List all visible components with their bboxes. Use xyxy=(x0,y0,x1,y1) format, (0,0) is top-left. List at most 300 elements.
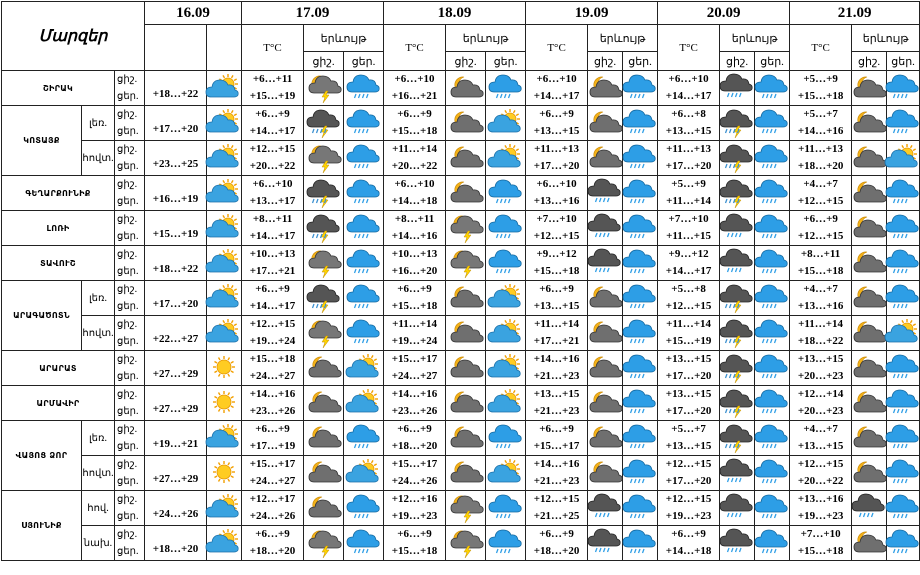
icon-cell xyxy=(207,246,242,281)
night-icon-cell xyxy=(720,211,755,246)
sun-icon xyxy=(208,354,240,382)
rain-cloud-icon xyxy=(624,319,656,347)
day-icon-cell xyxy=(887,246,920,281)
rain-cloud-icon xyxy=(624,389,656,417)
temp-16: +22…+27 xyxy=(145,316,207,351)
day-temp: +16…+21 xyxy=(391,90,438,102)
temp-range xyxy=(658,141,720,176)
temp-range xyxy=(242,141,304,176)
region-name: ԿՈՏԱՅՔ xyxy=(2,106,82,176)
temp-range xyxy=(242,456,304,491)
night-temp: +6…+9 xyxy=(397,423,432,435)
day-temp: +17…+20 xyxy=(533,160,580,172)
day-icon-cell xyxy=(887,386,920,421)
temp-16: +17…+20 xyxy=(145,281,207,316)
thunderstorm-icon xyxy=(308,214,340,242)
rain-cloud-icon xyxy=(756,144,788,172)
night-icon-cell xyxy=(852,316,887,351)
rain-cloud-icon xyxy=(756,529,788,557)
rain-cloud-icon xyxy=(490,179,522,207)
night-icon-cell xyxy=(446,421,486,456)
icon-cell xyxy=(207,211,242,246)
day-temp: +15…+18 xyxy=(797,545,844,557)
day-abbr: ցիշ. xyxy=(117,179,138,190)
partly-cloudy-icon xyxy=(208,74,240,102)
night-temp: +6…+10 xyxy=(668,73,709,85)
night-icon-cell xyxy=(720,421,755,456)
night-temp: +11…+14 xyxy=(392,143,438,155)
partly-cloudy-icon xyxy=(490,144,522,172)
day-temp: +15…+18 xyxy=(797,90,844,102)
moon-cloud-icon xyxy=(853,74,885,102)
partly-cloudy-icon xyxy=(208,529,240,557)
day-night-label xyxy=(115,491,145,526)
day-icon-cell xyxy=(344,71,384,106)
day-icon-cell xyxy=(486,71,526,106)
night-abbr: ցեր. xyxy=(117,126,139,137)
night-icon-cell xyxy=(720,106,755,141)
night-icon-cell xyxy=(720,176,755,211)
day-temp: +17…+20 xyxy=(665,370,712,382)
partly-cloudy-icon xyxy=(208,109,240,137)
temp-16: +27…+29 xyxy=(145,351,207,386)
temp-header xyxy=(790,25,852,71)
day-night-label xyxy=(115,421,145,456)
day-temp: +13…+15 xyxy=(665,440,712,452)
night-icon-cell xyxy=(852,526,887,561)
regions-header: Մարզեր xyxy=(2,2,145,71)
night-icon-cell xyxy=(304,106,344,141)
rain-cloud-icon xyxy=(756,424,788,452)
night-icon-cell xyxy=(720,71,755,106)
dark-rain-icon xyxy=(589,214,621,242)
day-temp: +13…+15 xyxy=(533,300,580,312)
night-icon-cell xyxy=(446,316,486,351)
day-temp: +19…+23 xyxy=(391,510,438,522)
day-icon-cell xyxy=(887,421,920,456)
day-abbr: ցիշ. xyxy=(117,459,138,470)
night-icon-cell xyxy=(304,71,344,106)
moon-cloud-icon xyxy=(853,109,885,137)
rain-cloud-icon xyxy=(887,354,919,382)
night-col-label: ցեր. xyxy=(486,52,526,71)
moon-cloud-icon xyxy=(853,459,885,487)
thunderstorm-icon xyxy=(721,319,753,347)
night-temp: +11…+13 xyxy=(666,143,712,155)
rain-cloud-icon xyxy=(624,494,656,522)
night-icon-cell xyxy=(304,491,344,526)
night-temp: +13…+15 xyxy=(665,388,712,400)
temp-range xyxy=(526,211,588,246)
night-icon-cell xyxy=(446,456,486,491)
rain-cloud-icon xyxy=(348,214,380,242)
night-icon-cell xyxy=(588,421,623,456)
night-temp: +11…+14 xyxy=(798,318,844,330)
night-icon-cell xyxy=(304,316,344,351)
night-icon-cell xyxy=(588,316,623,351)
night-icon-cell xyxy=(446,71,486,106)
night-icon-cell xyxy=(446,246,486,281)
rain-cloud-icon xyxy=(624,249,656,277)
temp-range xyxy=(242,106,304,141)
temp-range xyxy=(384,211,446,246)
night-temp: +12…+15 xyxy=(249,143,296,155)
rain-cloud-icon xyxy=(756,214,788,242)
region-name: ՍՅՈՒՆԻՔ xyxy=(2,491,82,561)
temp-range xyxy=(242,351,304,386)
partly-cloudy-icon xyxy=(348,459,380,487)
rain-cloud-icon xyxy=(624,144,656,172)
rain-cloud-icon xyxy=(348,319,380,347)
phenomena-header: երևույթ xyxy=(588,25,658,52)
rain-cloud-icon xyxy=(756,179,788,207)
night-abbr: ցեր. xyxy=(117,511,139,522)
day-temp: +13…+15 xyxy=(665,125,712,137)
night-abbr: ցեր. xyxy=(117,301,139,312)
moon-cloud-icon xyxy=(589,319,621,347)
night-abbr: ցեր. xyxy=(117,266,139,277)
rain-cloud-icon xyxy=(490,249,522,277)
night-icon-cell xyxy=(588,141,623,176)
day-icon-cell xyxy=(486,351,526,386)
partly-cloudy-icon xyxy=(208,144,240,172)
subregion-label: հովտ. xyxy=(82,141,115,176)
temp-range xyxy=(242,71,304,106)
day-icon-cell xyxy=(755,246,790,281)
night-abbr: ցեր. xyxy=(117,406,139,417)
night-abbr: ցեր. xyxy=(117,91,139,102)
day-temp: +14…+17 xyxy=(249,230,296,242)
day-temp: +15…+19 xyxy=(249,90,296,102)
night-icon-cell xyxy=(588,281,623,316)
day-night-label xyxy=(115,71,145,106)
icon-cell xyxy=(207,526,242,561)
day-temp: +18…+22 xyxy=(797,335,844,347)
rain-cloud-icon xyxy=(756,109,788,137)
moon-cloud-icon xyxy=(853,179,885,207)
thunderstorm-icon xyxy=(308,109,340,137)
temp-label: T°C xyxy=(547,41,566,54)
icon-cell xyxy=(207,421,242,456)
temp-range xyxy=(242,316,304,351)
night-temp: +13…+15 xyxy=(797,353,844,365)
night-temp: +5…+7 xyxy=(671,423,706,435)
dark-rain-icon xyxy=(589,179,621,207)
icon-cell xyxy=(207,71,242,106)
day-icon-cell xyxy=(623,386,658,421)
day-temp: +24…+26 xyxy=(249,510,296,522)
day-temp: +21…+23 xyxy=(533,405,580,417)
thunderstorm-icon xyxy=(721,389,753,417)
day-icon-cell xyxy=(344,246,384,281)
temp-range xyxy=(790,351,852,386)
night-icon-cell xyxy=(720,351,755,386)
moon-cloud-icon xyxy=(308,424,340,452)
sun-icon xyxy=(208,459,240,487)
partly-cloudy-icon xyxy=(208,249,240,277)
icon-cell xyxy=(207,106,242,141)
day-temp: +21…+25 xyxy=(533,510,580,522)
night-temp: +5…+7 xyxy=(803,108,838,120)
temp-range xyxy=(526,526,588,561)
day-temp: +13…+15 xyxy=(533,125,580,137)
temp-range xyxy=(526,176,588,211)
night-temp: +6…+10 xyxy=(394,178,435,190)
night-icon-cell xyxy=(852,421,887,456)
date-18: 18.09 xyxy=(384,2,526,25)
moon-thunder-icon xyxy=(308,249,340,277)
night-icon-cell xyxy=(852,246,887,281)
partly-cloudy-icon xyxy=(208,284,240,312)
partly-cloudy-icon xyxy=(208,179,240,207)
day-temp: +12…+15 xyxy=(797,195,844,207)
night-col-label: ցեր. xyxy=(623,52,658,71)
thunderstorm-icon xyxy=(721,144,753,172)
temp-range xyxy=(384,456,446,491)
temp-16: +18…+22 xyxy=(145,246,207,281)
rain-cloud-icon xyxy=(348,284,380,312)
temp-range xyxy=(526,106,588,141)
day-temp: +14…+18 xyxy=(665,545,712,557)
day-abbr: ցիշ. xyxy=(117,249,138,260)
day-icon-cell xyxy=(486,141,526,176)
night-temp: +6…+9 xyxy=(255,528,290,540)
night-temp: +6…+9 xyxy=(397,283,432,295)
day-icon-cell xyxy=(344,351,384,386)
region-name: ԱՐԱԳԱԾՈՏՆ xyxy=(2,281,82,351)
night-temp: +4…+7 xyxy=(803,283,838,295)
moon-cloud-icon xyxy=(450,144,482,172)
day-abbr: ցիշ. xyxy=(117,389,138,400)
night-icon-cell xyxy=(588,491,623,526)
night-icon-cell xyxy=(304,281,344,316)
day-night-label xyxy=(115,526,145,561)
region-name: ՎԱՅՈՑ ՁՈՐ xyxy=(2,421,82,491)
day-temp: +18…+20 xyxy=(391,440,438,452)
night-abbr: ցեր. xyxy=(117,196,139,207)
night-icon-cell xyxy=(446,386,486,421)
temp-range xyxy=(526,316,588,351)
day-icon-cell xyxy=(887,71,920,106)
day-abbr: ցիշ. xyxy=(117,494,138,505)
day-night-label xyxy=(115,246,145,281)
day-night-label xyxy=(115,316,145,351)
date-19: 19.09 xyxy=(526,2,658,25)
night-temp: +6…+9 xyxy=(671,528,706,540)
day-temp: +19…+23 xyxy=(797,510,844,522)
night-icon-cell xyxy=(588,526,623,561)
night-col-label: ցեր. xyxy=(344,52,384,71)
day-icon-cell xyxy=(486,526,526,561)
temp-16: +18…+22 xyxy=(145,71,207,106)
night-temp: +11…+14 xyxy=(534,318,580,330)
day-icon-cell xyxy=(755,456,790,491)
moon-cloud-icon xyxy=(450,74,482,102)
temp-range xyxy=(790,211,852,246)
day-temp: +20…+22 xyxy=(797,475,844,487)
day-icon-cell xyxy=(623,176,658,211)
temp-range xyxy=(790,71,852,106)
temp-range xyxy=(384,106,446,141)
temp-range xyxy=(242,491,304,526)
day-icon-cell xyxy=(887,281,920,316)
day-temp: +11…+14 xyxy=(666,195,712,207)
temp-range xyxy=(790,421,852,456)
day-temp: +15…+18 xyxy=(533,265,580,277)
night-icon-cell xyxy=(304,211,344,246)
night-temp: +14…+16 xyxy=(391,388,438,400)
day-icon-cell xyxy=(623,526,658,561)
night-abbr: ցեր. xyxy=(117,161,139,172)
day-icon-cell xyxy=(486,281,526,316)
day-temp: +14…+17 xyxy=(533,90,580,102)
thunderstorm-icon xyxy=(721,354,753,382)
night-icon-cell xyxy=(852,141,887,176)
region-row xyxy=(2,351,920,386)
moon-cloud-icon xyxy=(589,424,621,452)
region-row xyxy=(2,246,920,281)
moon-cloud-icon xyxy=(589,354,621,382)
moon-cloud-icon xyxy=(853,249,885,277)
night-temp: +13…+15 xyxy=(665,353,712,365)
night-temp: +6…+9 xyxy=(397,528,432,540)
temp-range xyxy=(384,281,446,316)
temp-16: +23…+25 xyxy=(145,141,207,176)
moon-cloud-icon xyxy=(589,284,621,312)
day-icon-cell xyxy=(344,316,384,351)
day-temp: +18…+20 xyxy=(533,545,580,557)
moon-cloud-icon xyxy=(853,354,885,382)
rain-cloud-icon xyxy=(348,424,380,452)
day-abbr: ցիշ. xyxy=(117,424,138,435)
temp-range xyxy=(526,71,588,106)
rain-cloud-icon xyxy=(624,214,656,242)
day-temp: +15…+18 xyxy=(391,125,438,137)
temp-range xyxy=(526,246,588,281)
day-night-label xyxy=(115,141,145,176)
rain-cloud-icon xyxy=(348,144,380,172)
day-temp: +14…+17 xyxy=(665,90,712,102)
day-icon-cell xyxy=(755,316,790,351)
night-icon-cell xyxy=(304,456,344,491)
moon-cloud-icon xyxy=(589,74,621,102)
thunderstorm-icon xyxy=(721,179,753,207)
night-temp: +9…+12 xyxy=(668,248,709,260)
night-temp: +12…+14 xyxy=(797,388,844,400)
temp-range xyxy=(526,386,588,421)
moon-cloud-icon xyxy=(589,144,621,172)
day-temp: +13…+16 xyxy=(533,195,580,207)
day-temp: +19…+24 xyxy=(249,335,296,347)
night-temp: +6…+10 xyxy=(536,178,577,190)
temp-16: +18…+20 xyxy=(145,526,207,561)
day-night-label xyxy=(115,106,145,141)
day-icon-cell xyxy=(755,386,790,421)
region-row xyxy=(2,526,920,561)
temp-range xyxy=(790,456,852,491)
night-temp: +11…+13 xyxy=(534,143,580,155)
moon-cloud-icon xyxy=(450,319,482,347)
region-name: ԳԵՂԱՐՔՈՒՆԻՔ xyxy=(2,176,115,211)
night-icon-cell xyxy=(446,176,486,211)
day-night-label xyxy=(115,351,145,386)
night-col-label: ցեր. xyxy=(755,52,790,71)
night-icon-cell xyxy=(304,246,344,281)
night-icon-cell xyxy=(446,526,486,561)
day-night-label xyxy=(115,176,145,211)
temp-range xyxy=(790,491,852,526)
night-temp: +13…+15 xyxy=(533,388,580,400)
rain-cloud-icon xyxy=(348,109,380,137)
night-icon-cell xyxy=(588,386,623,421)
night-icon-cell xyxy=(852,456,887,491)
day-temp: +12…+15 xyxy=(665,300,712,312)
night-abbr: ցեր. xyxy=(117,441,139,452)
temp-range xyxy=(526,456,588,491)
day-temp: +23…+26 xyxy=(249,405,296,417)
region-name: ՇԻՐԱԿ xyxy=(2,71,115,106)
night-temp: +6…+9 xyxy=(255,423,290,435)
day-icon-cell xyxy=(344,491,384,526)
day-temp: +19…+23 xyxy=(665,510,712,522)
moon-cloud-icon xyxy=(589,109,621,137)
icon-cell xyxy=(207,176,242,211)
night-temp: +6…+9 xyxy=(539,423,574,435)
rain-cloud-icon xyxy=(756,284,788,312)
night-temp: +12…+15 xyxy=(533,493,580,505)
temp-range xyxy=(384,386,446,421)
day-abbr: ցիշ. xyxy=(117,529,138,540)
temp-range xyxy=(658,281,720,316)
temp-label: T°C xyxy=(679,41,698,54)
day-temp: +24…+27 xyxy=(249,370,296,382)
day-icon-cell xyxy=(887,141,920,176)
region-name: ԱՐԱՐԱՏ xyxy=(2,351,115,386)
day-icon-cell xyxy=(623,351,658,386)
region-row xyxy=(2,421,920,456)
day-temp: +11…+15 xyxy=(666,230,712,242)
night-temp: +9…+12 xyxy=(536,248,577,260)
day-temp: +23…+26 xyxy=(391,405,438,417)
day-temp: +20…+23 xyxy=(797,405,844,417)
dark-rain-icon xyxy=(721,494,753,522)
night-icon-cell xyxy=(304,141,344,176)
temp-16: +27…+29 xyxy=(145,456,207,491)
rain-cloud-icon xyxy=(624,74,656,102)
temp-range xyxy=(242,421,304,456)
temp-range xyxy=(790,106,852,141)
rain-cloud-icon xyxy=(624,109,656,137)
rain-cloud-icon xyxy=(887,179,919,207)
day-icon-cell xyxy=(623,71,658,106)
day-temp: +18…+20 xyxy=(797,160,844,172)
day-temp: +17…+19 xyxy=(249,440,296,452)
night-icon-cell xyxy=(304,386,344,421)
day-temp: +13…+16 xyxy=(797,300,844,312)
day-temp: +21…+23 xyxy=(533,475,580,487)
thunderstorm-icon xyxy=(308,284,340,312)
day-icon-cell xyxy=(344,141,384,176)
moon-cloud-icon xyxy=(450,354,482,382)
night-icon-cell xyxy=(446,106,486,141)
night-temp: +15…+17 xyxy=(391,458,438,470)
day-temp: +17…+21 xyxy=(249,265,296,277)
temp-header xyxy=(526,25,588,71)
night-temp: +6…+9 xyxy=(255,283,290,295)
temp-range xyxy=(242,176,304,211)
day-temp: +15…+18 xyxy=(797,265,844,277)
day-icon-cell xyxy=(887,526,920,561)
